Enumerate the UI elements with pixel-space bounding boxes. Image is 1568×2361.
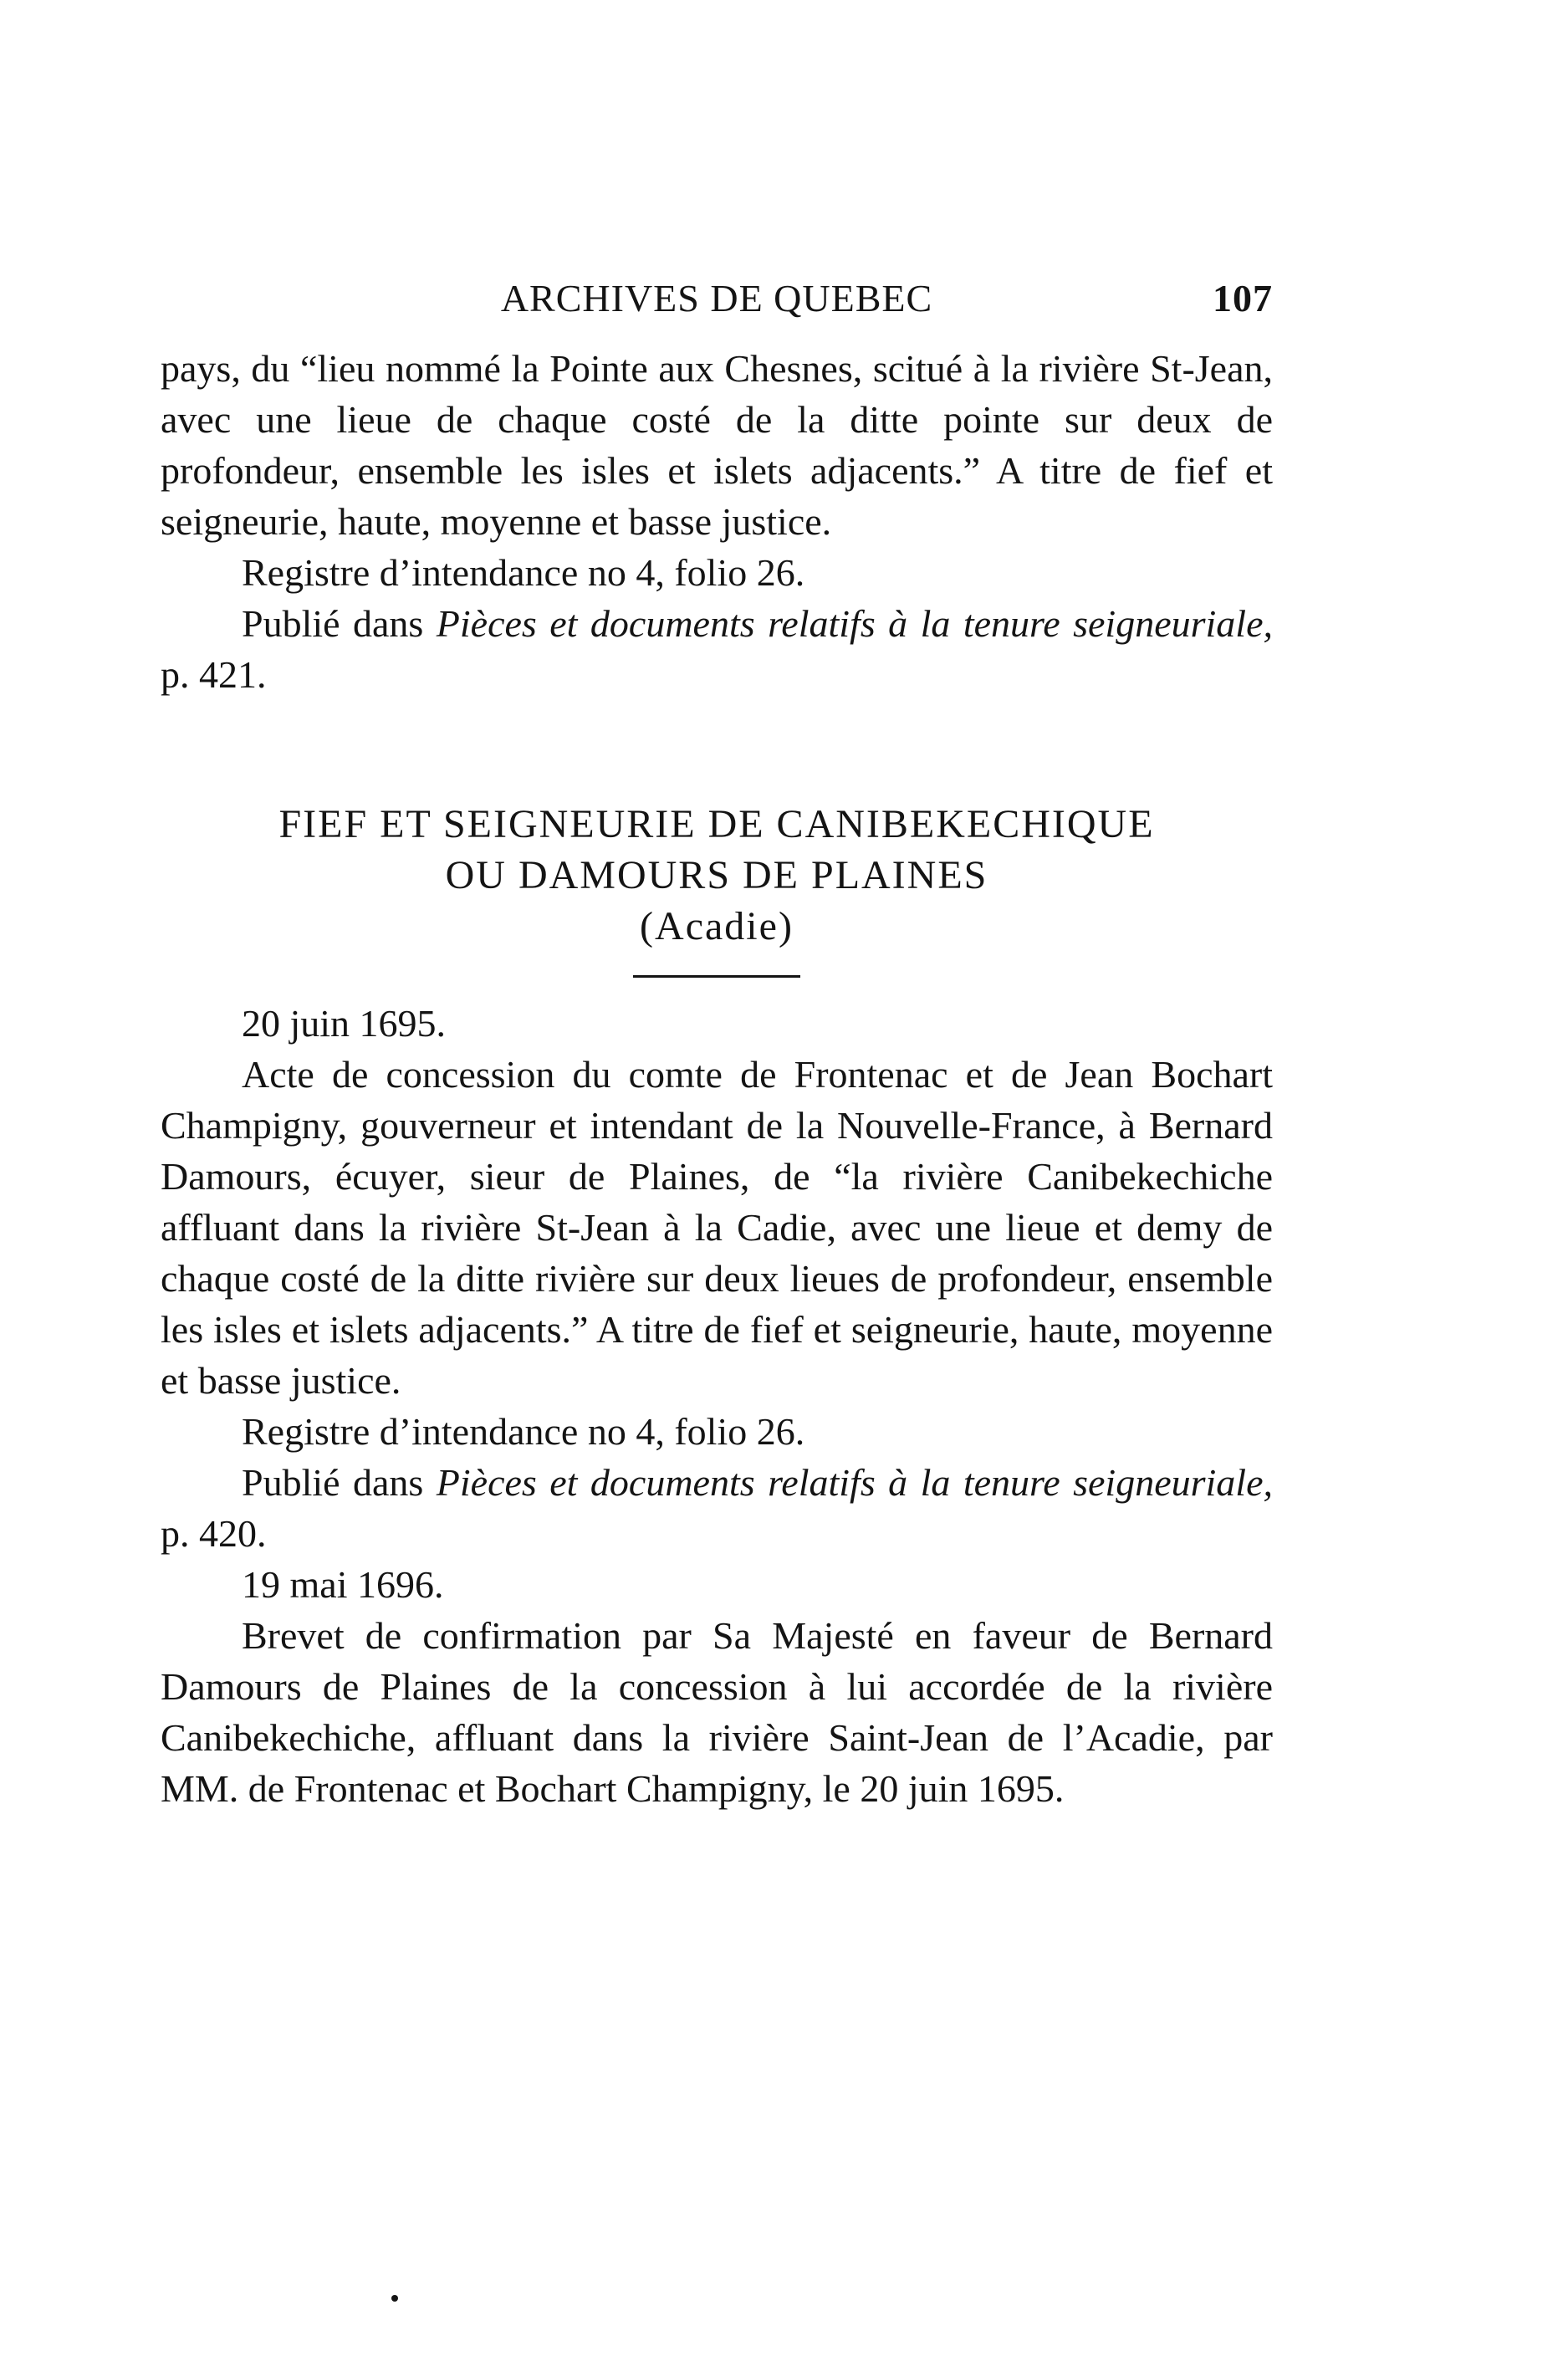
publication-reference-2: [161, 1457, 1273, 1559]
page-number: 107: [1213, 277, 1273, 319]
publication-page: p. 421.: [161, 653, 267, 696]
concession-date: 20 juin 1695.: [242, 1002, 447, 1045]
section-title-line-1: FIEF ET SEIGNEURIE DE CANIBEKECHIQUE: [278, 802, 1155, 846]
section-title: [161, 799, 1273, 952]
brevet-paragraph: Brevet de confirmation par Sa Majesté en faveur de Bernard Damours de Plaines de la concession à lui accordée de la rivière Canibekechiche, affluant dans la rivière Saint-Jean de l’Acadie, par MM. de Frontenac et Bochart Champigny, le 20 juin 1695.: [161, 1614, 1273, 1810]
page-body: [161, 276, 1273, 1814]
section-divider: [633, 975, 800, 978]
publication-page-2: p. 420.: [161, 1512, 267, 1555]
section-title-line-3: (Acadie): [640, 904, 794, 948]
publication-reference: [161, 598, 1273, 700]
acte-paragraph: Acte de concession du comte de Frontenac et de Jean Bochart Champigny, gouverneur et intendant de la Nouvelle-France, à Bernard Damours, écuyer, sieur de Plaines, de “la rivière Canibekechiche affluant dans la rivière St-Jean à la Cadie, avec une lieue et demy de chaque costé de la ditte rivière sur deux lieues de profondeur, ensemble les isles et islets adjacents.” A titre de fief et seigneurie, haute, moyenne et basse justice.: [161, 1053, 1273, 1402]
publication-prefix: Publié dans: [242, 602, 437, 645]
continuation-paragraph: pays, du “lieu nommé la Pointe aux Chesnes, scitué à la rivière St-Jean, avec une lieue de chaque costé de la ditte pointe sur deux de profondeur, ensemble les isles et islets adjacents.” A titre de fief et seigneurie, haute, moyenne et basse justice.: [161, 347, 1273, 543]
registre-reference-2: Registre d’intendance no 4, folio 26.: [242, 1410, 805, 1453]
section-title-line-2: OU DAMOURS DE PLAINES: [445, 853, 988, 897]
page-header: [161, 276, 1273, 343]
publication-title-2: Pièces et documents relatifs à la tenure seigneuriale,: [436, 1461, 1273, 1504]
brevet-date: 19 mai 1696.: [242, 1563, 444, 1606]
running-title: ARCHIVES DE QUEBEC: [500, 277, 933, 319]
registre-reference: Registre d’intendance no 4, folio 26.: [242, 551, 805, 594]
publication-prefix-2: Publié dans: [242, 1461, 437, 1504]
publication-title: Pièces et documents relatifs à la tenure seigneuriale,: [436, 602, 1273, 645]
print-speck: [391, 2295, 398, 2302]
